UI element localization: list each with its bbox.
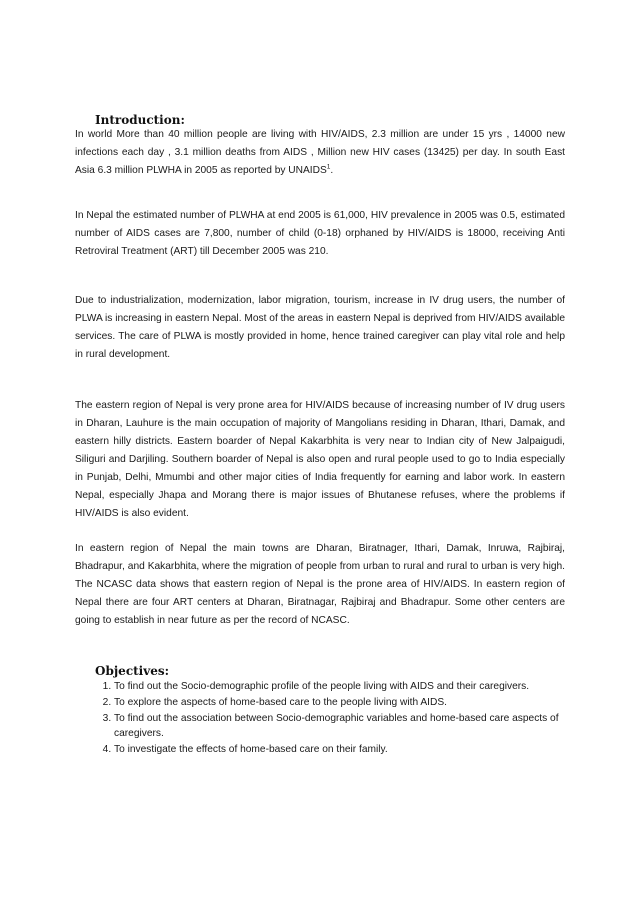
footnote-reference: 1 xyxy=(326,163,331,171)
objective-item: 3. To find out the association between Socio-demographic variables and home-based care aspects of caregivers. xyxy=(114,712,588,741)
intro-paragraph-1-end: . xyxy=(330,165,334,176)
intro-paragraph-2: In Nepal the estimated number of PLWHA at end 2005 is 61,000, HIV prevalence in 2005 was 0.5, estimated number of AIDS cases are 7,800, number of child (0-18) orphaned by HIV/AIDS is 18000, receiving Anti Retroviral Treatment (ART) till December 2005 was 210. xyxy=(75,210,565,257)
objectives-heading: Objectives: xyxy=(95,664,170,678)
intro-paragraph-3: Due to industrialization, modernization, labor migration, tourism, increase in IV drug users, the number of PLWA is increasing in eastern Nepal. Most of the areas in eastern Nepal is deprived from HIV/AIDS available services. The care of PLWA is mostly provided in home, hence trained caregiver can play vital role and help in rural development. xyxy=(75,295,565,360)
objective-item: 2. To explore the aspects of home-based care to the people living with AIDS. xyxy=(114,696,588,711)
objective-item: 4. To investigate the effects of home-based care on their family. xyxy=(114,743,588,758)
intro-paragraph-5: In eastern region of Nepal the main towns are Dharan, Biratnager, Ithari, Damak, Inruwa, Rajbiraj, Bhadrapur, and Kakarbhita, where the migration of people from urban to rural and rural to urban is very high. The NCASC data shows that eastern region of Nepal is the prone area of HIV/AIDS. In eastern region of Nepal there are four ART centers at Dharan, Biratnagar, Rajbiraj and Bhadrapur. Some other centers are going to establish in near future as per the record of NCASC. xyxy=(75,543,565,626)
intro-paragraph-1 xyxy=(75,126,565,180)
intro-paragraph-1-text: In world More than 40 million people are living with HIV/AIDS, 2.3 million are under 15 yrs , 14000 new infections each day , 3.1 million deaths from AIDS , Million new HIV cases (13425) per day. In south East Asia 6.3 million PLWHA in 2005 as reported by UNAIDS xyxy=(75,129,565,176)
introduction-heading: Introduction: xyxy=(95,113,185,127)
objectives-list xyxy=(91,680,588,759)
objective-item: 1. To find out the Socio-demographic profile of the people living with AIDS and their caregivers. xyxy=(114,680,588,695)
intro-paragraph-4: The eastern region of Nepal is very prone area for HIV/AIDS because of increasing number of IV drug users in Dharan, Lauhure is the main occupation of majority of Mangolians residing in Dharan, Ithari, Damak, and eastern hilly districts. Eastern boarder of Nepal Kakarbhita is very near to Indian city of New Jalpaigudi, Siliguri and Darjiling. Southern boarder of Nepal is also open and rural people used to go to India especially in Punjab, Delhi, Mmumbi and other major cities of India frequently for earning and labor work. In eastern Nepal, especially Jhapa and Morang there is major issues of Bhutanese refuses, where the problems if HIV/AIDS is also evident. xyxy=(75,400,565,519)
